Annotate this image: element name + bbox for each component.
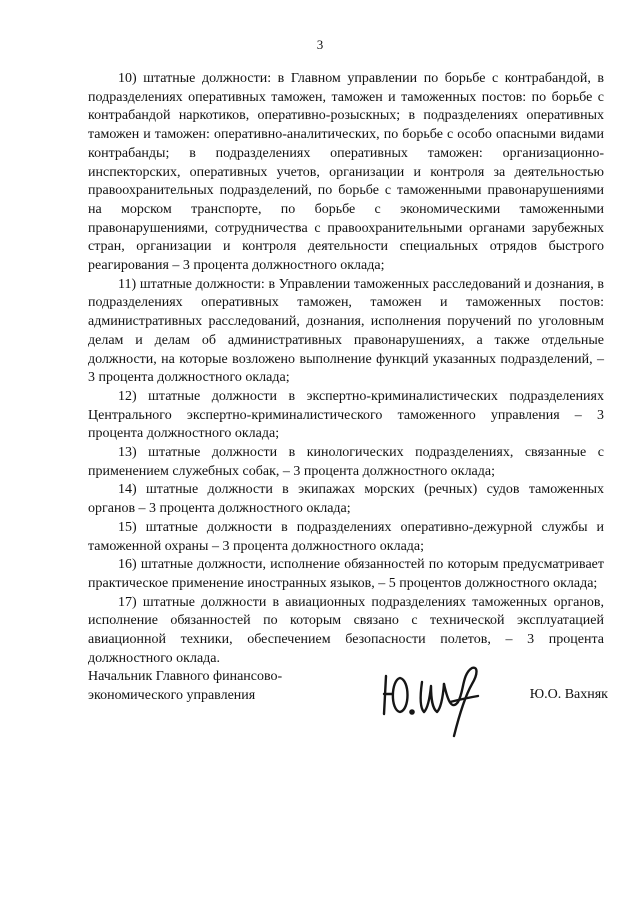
handwritten-signature xyxy=(380,662,490,742)
signer-title-line-2: экономического управления xyxy=(88,687,256,703)
signature-block xyxy=(88,668,608,738)
paragraph-12: 12) штатные должности в экспертно-криминалистических подразделениях Центрального экспертно-криминалистического таможенного управления – 3 процента должностного оклада; xyxy=(88,388,604,442)
paragraph-15: 15) штатные должности в подразделениях оперативно-дежурной службы и таможенной охраны – 3 процента должностного оклада; xyxy=(88,519,604,554)
signer-title xyxy=(88,668,318,705)
signer-name: Ю.О. Вахняк xyxy=(529,687,608,702)
paragraph-16: 16) штатные должности, исполнение обязанностей по которым предусматривает практическое применение иностранных языков, – 5 процентов должностного оклада; xyxy=(88,557,604,591)
signer-title-line-1: Начальник Главного финансово- xyxy=(88,669,283,684)
paragraph-17: 17) штатные должности в авиационных подразделениях таможенных органов, исполнение обязанностей по которым связано с технической эксплуатацией авиационной техники, обеспечением безопасности полетов, – 3 процента должностного оклада. xyxy=(88,594,604,666)
paragraph-11: 11) штатные должности: в Управлении таможенных расследований и дознания, в подразделениях оперативных таможен, таможен и таможенных постов: административных расследований, дознания, исполнения поручений по уголовным делам и делам об административных правонарушениях, а также отдельные должности, на которые возложено выполнение функций указанных подразделений, – 3 процента должностного оклада; xyxy=(88,276,604,386)
paragraph-13: 13) штатные должности в кинологических подразделениях, связанные с применением служебных собак, – 3 процента должностного оклада; xyxy=(88,445,604,479)
paragraph-10: 10) штатные должности: в Главном управлении по борьбе с контрабандой, в подразделениях оперативных таможен, таможен и таможенных постов: по борьбе с контрабандой наркотиков, оперативно-розыскных; в подразделениях оперативных таможен и таможен: оперативно-аналитических, по борьбе с особо опасными видами контрабанды; в подразделениях оперативных таможен: организационно-инспекторских, оперативных учетов, организации и контроля за деятельностью правоохранительных подразделений, по борьбе с таможенными правонарушениями на морском транспорте, по борьбе с экономическими таможенными правонарушениями, сотрудничества с правоохранительными органами зарубежных стран, организации и контроля деятельности специальных отрядов быстрого реагирования – 3 процента должностного оклада; xyxy=(88,71,604,274)
paragraph-14: 14) штатные должности в экипажах морских (речных) судов таможенных органов – 3 процента должностного оклада; xyxy=(88,482,604,517)
document-body xyxy=(88,70,604,669)
page-number: 3 xyxy=(316,37,324,52)
